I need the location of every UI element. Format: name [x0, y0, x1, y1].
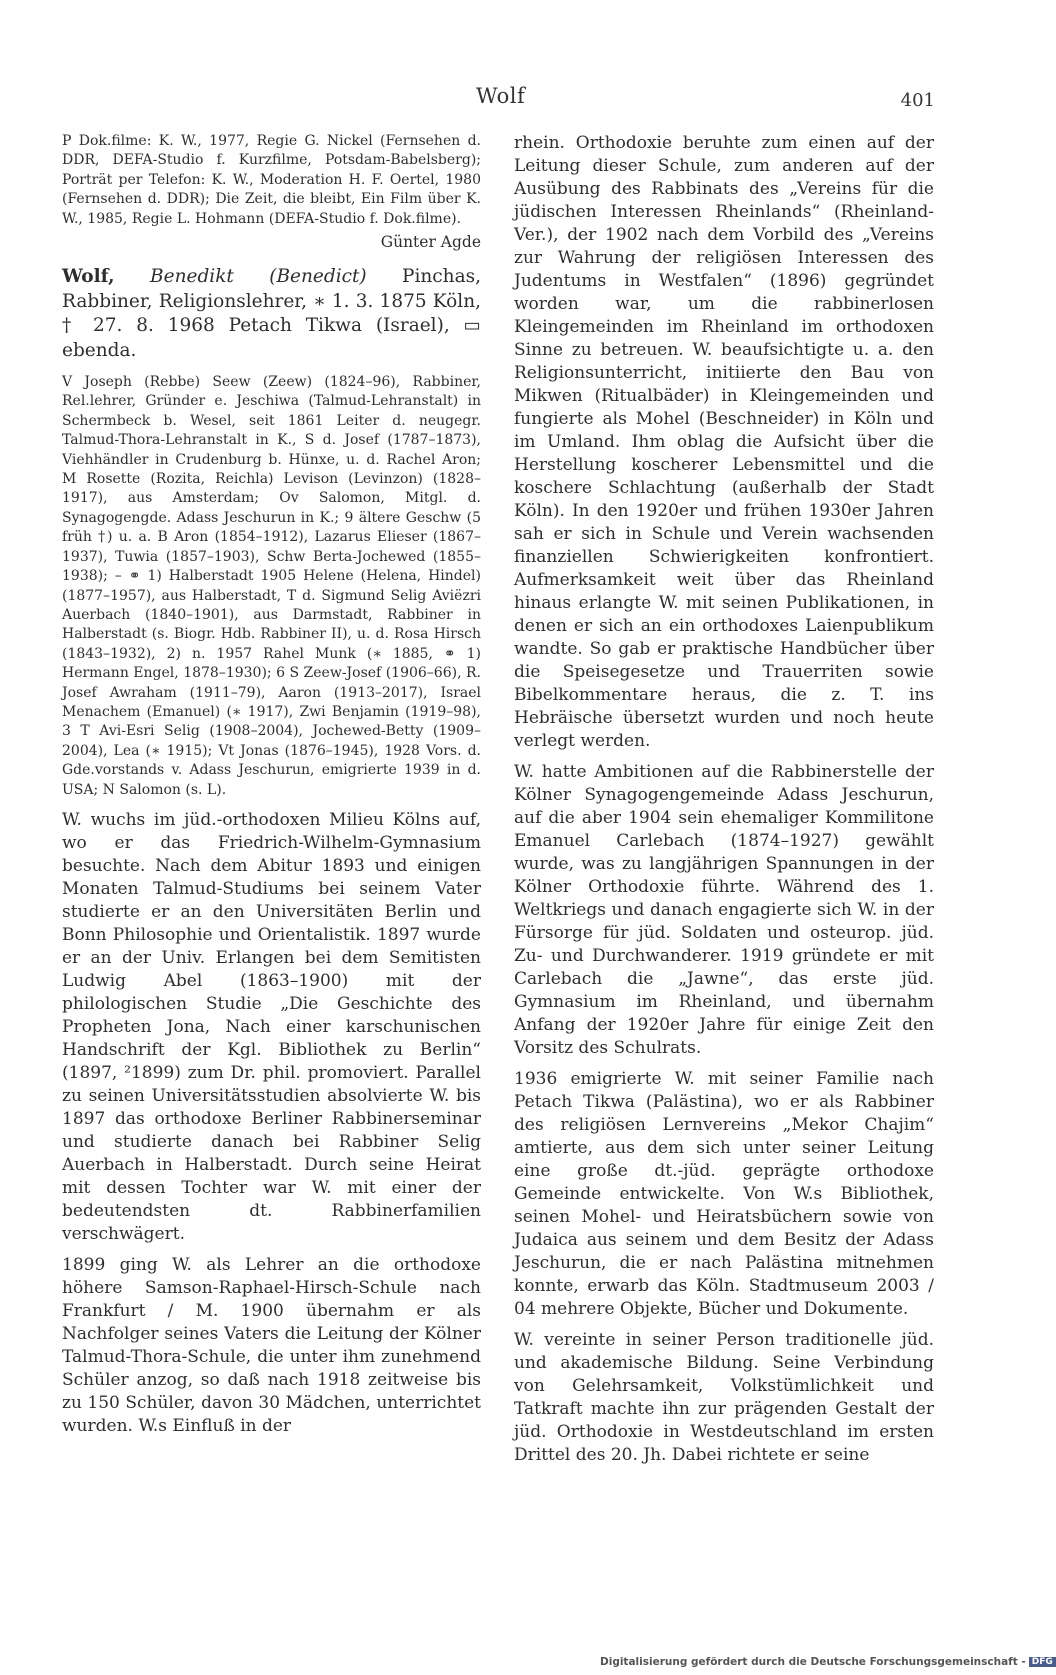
entry-name: Wolf, — [62, 266, 115, 288]
entry-head-rest: Pinchas, Rabbiner, Religionslehrer, ∗ 1. 3. 1875 Köln, † 27. 8. 1968 Petach Tikwa (Israel), ▭ ebenda. — [62, 266, 481, 361]
genealogy-block: V Joseph (Rebbe) Seew (Zeew) (1824–96), Rabbiner, Rel.lehrer, Gründer e. Jeschiwa (Talmud-Lehranstalt) in Schermbeck b. Wesel, seit 1861 Leiter d. neugegr. Talmud-Thora-Lehranstalt in K., S d. Josef (1787–1873), Viehhändler in Crudenburg b. Hünxe, u. d. Rachel Aron; M Rosette (Rozita, Reichla) Levison (Levinzon) (1828–1917), aus Amsterdam; Ov Salomon, Mitgl. d. Synagogengde. Adass Jeschurun in K.; 9 ältere Geschw (5 früh †) u. a. B Aron (1854–1912), Lazarus Elieser (1867–1937), Tuwia (1857–1903), Schw Berta-Jochewed (1855–1938); – ⚭ 1) Halberstadt 1905 Helene (Helena, Hindel) (1877–1957), aus Halberstadt, T d. Sigmund Selig Aviëzri Auerbach (1840–1901), aus Darmstadt, Rabbiner in Halberstadt (s. Biogr. Hdb. Rabbiner II), u. d. Rosa Hirsch (1843–1932), 2) n. 1957 Rahel Munk (∗ 1885, ⚭ 1) Hermann Engel, 1878–1930); 6 S Zeew-Josef (1906–66), R. Josef Awraham (1911–79), Aaron (1913–2017), Israel Menachem (Emanuel) (∗ 1917), Zwi Benjamin (1919–98), 3 T Avi-Esri Selig (1908–2004), Jochewed-Betty (1909–2004), Lea (∗ 1915); Vt Jonas (1876–1945), 1928 Vors. d. Gde.vorstands v. Adass Jeschurun, emigrierte 1939 in d. USA; N Salomon (s. L). — [62, 374, 481, 798]
dfg-logo: DFG — [1029, 1657, 1056, 1667]
entry-heading — [62, 265, 481, 363]
credit-text: Digitalisierung gefördert durch die Deutsche Forschungsgemeinschaft - — [600, 1656, 1026, 1668]
body-paragraph-2: 1899 ging W. als Lehrer an die orthodoxe höhere Samson-Raphael-Hirsch-Schule nach Frankfurt / M. 1900 übernahm er als Nachfolger seines Vaters die Leitung der Kölner Talmud-Thora-Schule, die unter ihm zunehmend Schüler anzog, so daß nach 1918 zeitweise bis zu 150 Schüler, davon 30 Mädchen, unterrichtet wurden. W.s Einfluß in der — [62, 1254, 481, 1436]
body-paragraph-5: 1936 emigrierte W. mit seiner Familie nach Petach Tikwa (Palästina), wo er als Rabbiner des religiösen Lernvereins „Mekor Chajim“ amtierte, aus dem sich unter seiner Leitung eine große dt.-jüd. geprägte orthodoxe Gemeinde entwickelte. Von W.s Bibliothek, seinen Mohel- und Heiratsbüchern sowie von Judaica aus seinem und dem Besitz der Adass Jeschurun, die er nach Palästina mitnehmen konnte, erwarb das Köln. Stadtmuseum 2003 / 04 mehrere Objekte, Bücher und Dokumente. — [514, 1069, 934, 1319]
left-column — [62, 132, 481, 1438]
body-paragraph-6: W. vereinte in seiner Person traditionelle jüd. und akademische Bildung. Seine Verbindung von Gelehrsamkeit, Volkstümlichkeit und Tatkraft machte ihn zur prägenden Gestalt der jüd. Orthodoxie in Westdeutschland im ersten Drittel des 20. Jh. Dabei richtete er seine — [514, 1330, 934, 1465]
author-signature: Günter Agde — [380, 233, 481, 252]
right-column — [514, 132, 934, 1467]
running-head: Wolf — [476, 84, 526, 108]
page-number: 401 — [900, 90, 935, 111]
biblio-films: P Dok.filme: K. W., 1977, Regie G. Nickel (Fernsehen d. DDR, DEFA-Studio f. Kurzfilme, Potsdam-Babelsberg); Porträt per Telefon: K. W., Moderation H. F. Oertel, 1980 (Fernsehen d. DDR); Die Zeit, die bleibt, Ein Film über K. W., 1985, Regie L. Hohmann (DEFA-Studio f. Dok.filme). — [62, 133, 481, 227]
body-paragraph-3: rhein. Orthodoxie beruhte zum einen auf der Leitung dieser Schule, zum anderen auf der Ausübung des Rabbinats des „Vereins für die jüdischen Interessen Rheinlands“ (Rheinland-Ver.), der 1902 nach dem Vorbild des „Vereins zur Wahrung der religiösen Interessen des Judentums in Westfalen“ (1896) gegründet worden war, um die rabbinerlosen Kleingemeinden im Rheinland im orthodoxen Sinne zu betreuen. W. beaufsichtigte u. a. den Religionsunterricht, initiierte den Bau von Mikwen (Ritualbäder) in Kleingemeinden und fungierte als Mohel (Beschneider) in Köln und im Umland. Ihm oblag die Aufsicht über die Herstellung koscherer Lebensmittel und die koschere Schlachtung (außerhalb der Stadt Köln). In den 1920er und frühen 1930er Jahren sah er sich in Schule und Verein wachsenden finanziellen Schwierigkeiten konfrontiert. Aufmerksamkeit weit über das Rheinland hinaus erlangte W. mit seinen Publikationen, in denen er sich an ein orthodoxes Laienpublikum wandte. So gab er praktische Handbücher über die Speisegesetze und Trauerriten sowie Bibelkommentare heraus, die z. T. ins Hebräische übersetzt wurden und noch heute verlegt werden. — [514, 133, 934, 751]
page-header — [0, 84, 1000, 114]
entry-name-italic: Benedikt (Benedict) — [150, 266, 367, 288]
body-paragraph-1: W. wuchs im jüd.-orthodoxen Milieu Kölns auf, wo er das Friedrich-Wilhelm-Gymnasium besuchte. Nach dem Abitur 1893 und einigen Monaten Talmud-Studiums bei seinem Vater studierte er an den Universitäten Berlin und Bonn Philosophie und Orientalistik. 1897 wurde er an der Univ. Erlangen bei dem Semitisten Ludwig Abel (1863–1900) mit der philologischen Studie „Die Geschichte des Propheten Jona, Nach einer karschunischen Handschrift der Kgl. Bibliothek zu Berlin“ (1897, ²1899) zum Dr. phil. promoviert. Parallel zu seinen Universitätsstudien absolvierte W. bis 1897 das orthodoxe Berliner Rabbinerseminar und studierte danach bei Rabbiner Selig Auerbach in Halberstadt. Durch seine Heirat mit dessen Tochter war W. mit einer der bedeutendsten dt. Rabbinerfamilien verschwägert. — [62, 809, 481, 1244]
digitization-credit — [600, 1656, 1053, 1673]
body-paragraph-4: W. hatte Ambitionen auf die Rabbinerstelle der Kölner Synagogengemeinde Adass Jeschurun, auf die aber 1904 sein ehemaliger Kommilitone Emanuel Carlebach (1874–1927) gewählt wurde, was zu langjährigen Spannungen in der Kölner Orthodoxie führte. Während des 1. Weltkriegs und danach engagierte sich W. in der Fürsorge für jüd. Soldaten und osteurop. jüd. Zu- und Durchwanderer. 1919 gründete er mit Carlebach die „Jawne“, das erste jüd. Gymnasium im Rheinland, und übernahm Anfang der 1920er Jahre für einige Zeit den Vorsitz des Schulrats. — [514, 762, 934, 1058]
